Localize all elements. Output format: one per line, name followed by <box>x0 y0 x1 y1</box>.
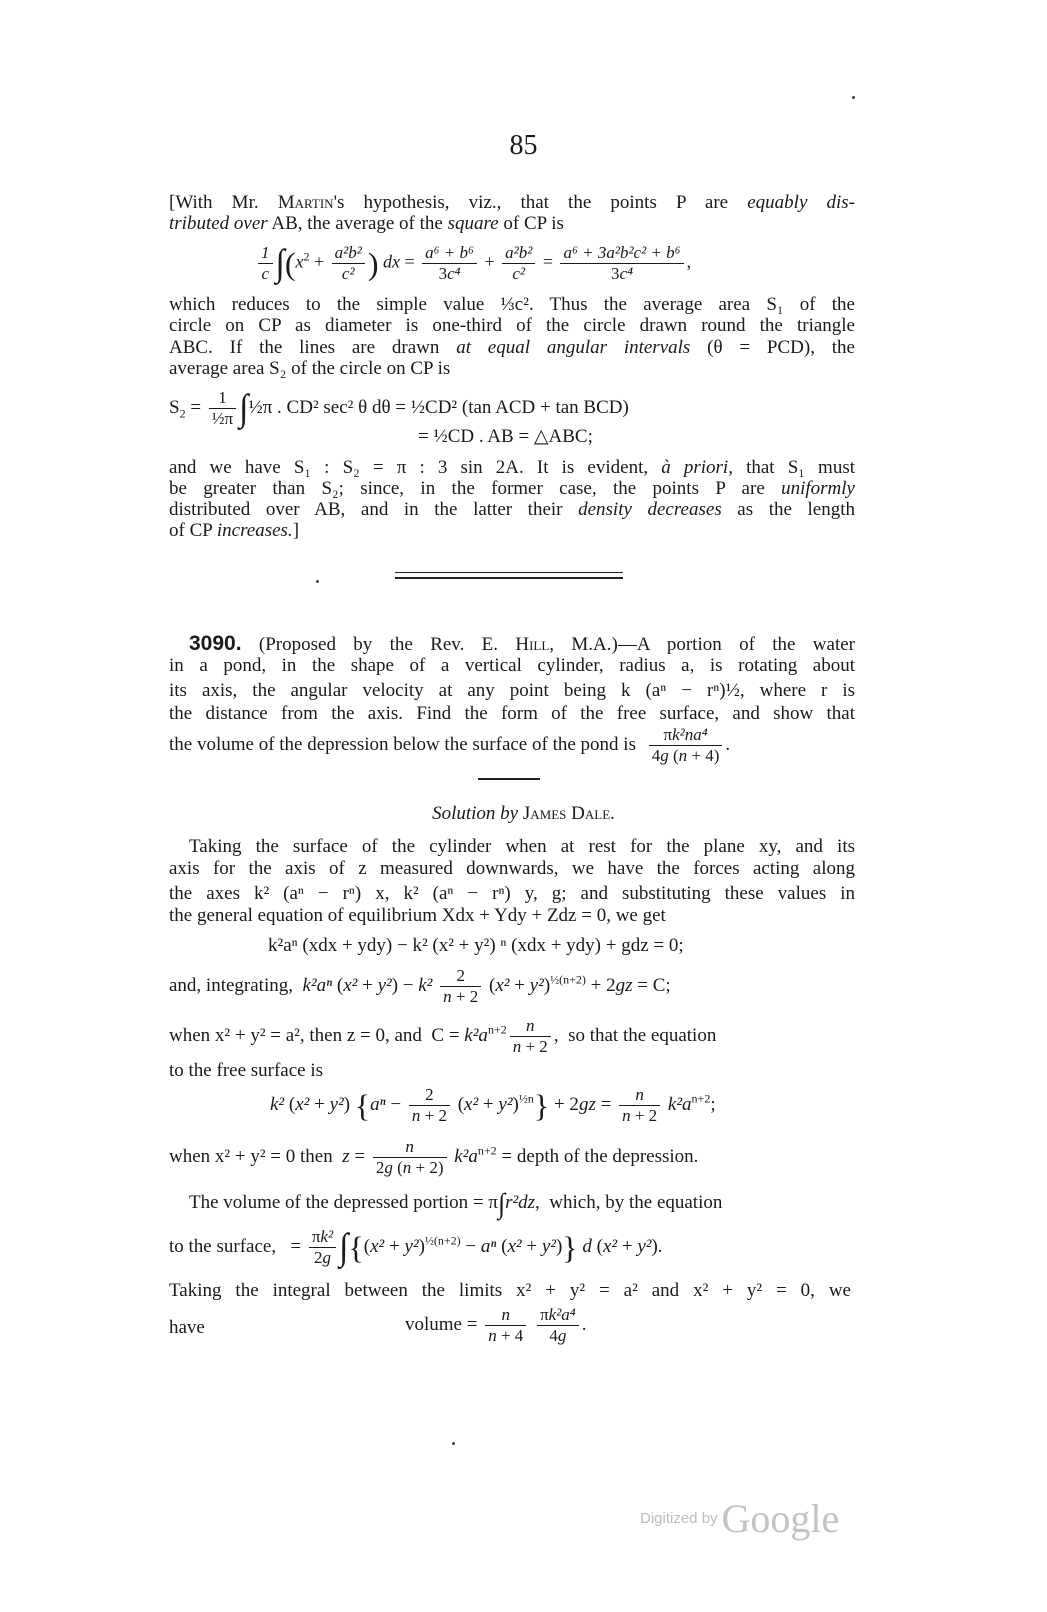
speck <box>316 580 319 583</box>
equation-depth: when x² + y² = 0 then z = $\frac{n}{2g (n + 2)}$ $k^2a^{n+2}$ = depth of the depression. <box>169 1137 699 1177</box>
equation-s2: $S_2$ = $\frac{1}{\text{½π}}$ ∫½π . CD² sec² θ dθ = ½CD² (tan ACD + tan BCD) <box>169 387 629 429</box>
equation-s2-continued: = ½CD . AB = △ABC; <box>418 426 593 447</box>
solution-line-3: the axes k² (aⁿ − rⁿ) x, k² (aⁿ − rⁿ) y, g; and substituting these values in <box>169 883 855 904</box>
equation-volume: volume = $\frac{n}{n + 4}$ $\frac{\text{πk²a⁴}}{4g}$ . <box>405 1305 587 1345</box>
martin-name: Martin <box>277 192 334 213</box>
solution-divider <box>478 778 540 780</box>
free-surface-intro: to the free surface is <box>169 1060 324 1081</box>
proposer-name: Hill <box>515 634 550 655</box>
solution-heading: Solution by James Dale. <box>432 803 615 824</box>
martin-line-6: average area S₂ of the circle on CP is <box>169 358 451 379</box>
equation-integrating: and, integrating, k²aⁿ (x² + y²) − k² $\frac{2}{n + 2}$ $(x^2 + y^2)^{\frac{1}{2}(n+2)} + 2gz = C$; <box>169 966 671 1006</box>
digitized-by-google-watermark: Digitized by Google <box>640 1496 840 1541</box>
problem-line-1: 3090. (Proposed by the Rev. E. Hill, M.A.)—A portion of the water <box>189 632 855 655</box>
equation-free-surface: k² (x² + y²) {aⁿ − $\frac{2}{n + 2}$ $(x^2 + y^2)^{\frac{1}{2}n}\} + 2gz$ = $\frac{n}{n + 2}$ $k^2a^{n+2}$; <box>270 1085 716 1125</box>
martin-line-3: which reduces to the simple value ⅓c². Thus the average area S₁ of the <box>169 294 855 315</box>
problem-number: 3090. <box>189 632 242 655</box>
solution-line-1: Taking the surface of the cylinder when at rest for the plane xy, and its <box>189 836 855 857</box>
problem-line-2: in a pond, in the shape of a vertical cylinder, radius a, is rotating about <box>169 655 855 676</box>
equation-average-square: $\frac{1}{c}$ $\int(x^2$ + $\frac{\text{a²b²}}{\text{c²}}$ ) dx = $\frac{\text{a⁶ + b⁶}}{\text{3c⁴}}$ + $\frac{\text{a²b²}}{\text{c²}}$ = $\frac{\text{a⁶ + 3a²b²c² + b⁶}}{\text{3c⁴}}$ , <box>255 243 691 284</box>
speck <box>452 1442 455 1445</box>
equation-constant: when x² + y² = a², then z = 0, and $C = k^2a^{n+2}$ $\frac{n}{n + 2}$ , so that the equation <box>169 1016 717 1056</box>
volume-line-2: to the surface, = $\frac{\text{πk²}}{2g}$ $\int\{(x^2 + y^2)^{\frac{1}{2}(n+2)} - a^n$ (x² + y²)} d (x² + y²). <box>169 1226 663 1268</box>
limits-line-1: Taking the integral between the limits x² + y² = a² and x² + y² = 0, we <box>169 1280 851 1301</box>
equation-equilibrium: k²aⁿ (xdx + ydy) − k² (x² + y²) ⁿ (xdx + ydy) + gdz = 0; <box>268 935 684 956</box>
speck <box>852 96 855 99</box>
solution-line-2: axis for the axis of z measured downwards, we have the forces acting along <box>169 858 855 879</box>
martin-line-8: be greater than S₂; since, in the former case, the points P are uniformly <box>169 478 855 499</box>
section-divider-top <box>395 572 623 573</box>
limits-line-2: have <box>169 1317 205 1338</box>
section-divider-bottom <box>395 577 623 579</box>
martin-line-1: [With Mr. Martin's hypothesis, viz., that the points P are equably dis- <box>169 192 855 213</box>
solver-name: James Dale <box>522 803 611 824</box>
problem-line-4: the distance from the axis. Find the form of the free surface, and show that <box>169 703 855 724</box>
google-logo: Google <box>721 1496 840 1541</box>
martin-line-5: ABC. If the lines are drawn at equal angular intervals (θ = PCD), the <box>169 337 855 358</box>
martin-line-9: distributed over AB, and in the latter their density decreases as the length <box>169 499 856 520</box>
martin-line-2: tributed over AB, the average of the square of CP is <box>169 213 564 234</box>
martin-line-4: circle on CP as diameter is one-third of the circle drawn round the triangle <box>169 315 855 336</box>
problem-line-3: its axis, the angular velocity at any point being k (aⁿ − rⁿ)½, where r is <box>169 680 855 701</box>
volume-line-1: The volume of the depressed portion = π∫r²dz, which, by the equation <box>189 1187 723 1220</box>
martin-line-10: of CP increases.] <box>169 520 300 541</box>
solution-line-4: the general equation of equilibrium Xdx + Ydy + Zdz = 0, we get <box>169 905 666 926</box>
problem-line-5: the volume of the depression below the surface of the pond is $\frac{\text{πk²na⁴}}{4g (n + 4)}$ . <box>169 725 731 765</box>
page-number: 85 <box>509 130 538 161</box>
martin-line-7: and we have S₁ : S₂ = π : 3 sin 2A. It is evident, à priori, that S₁ must <box>169 457 855 478</box>
